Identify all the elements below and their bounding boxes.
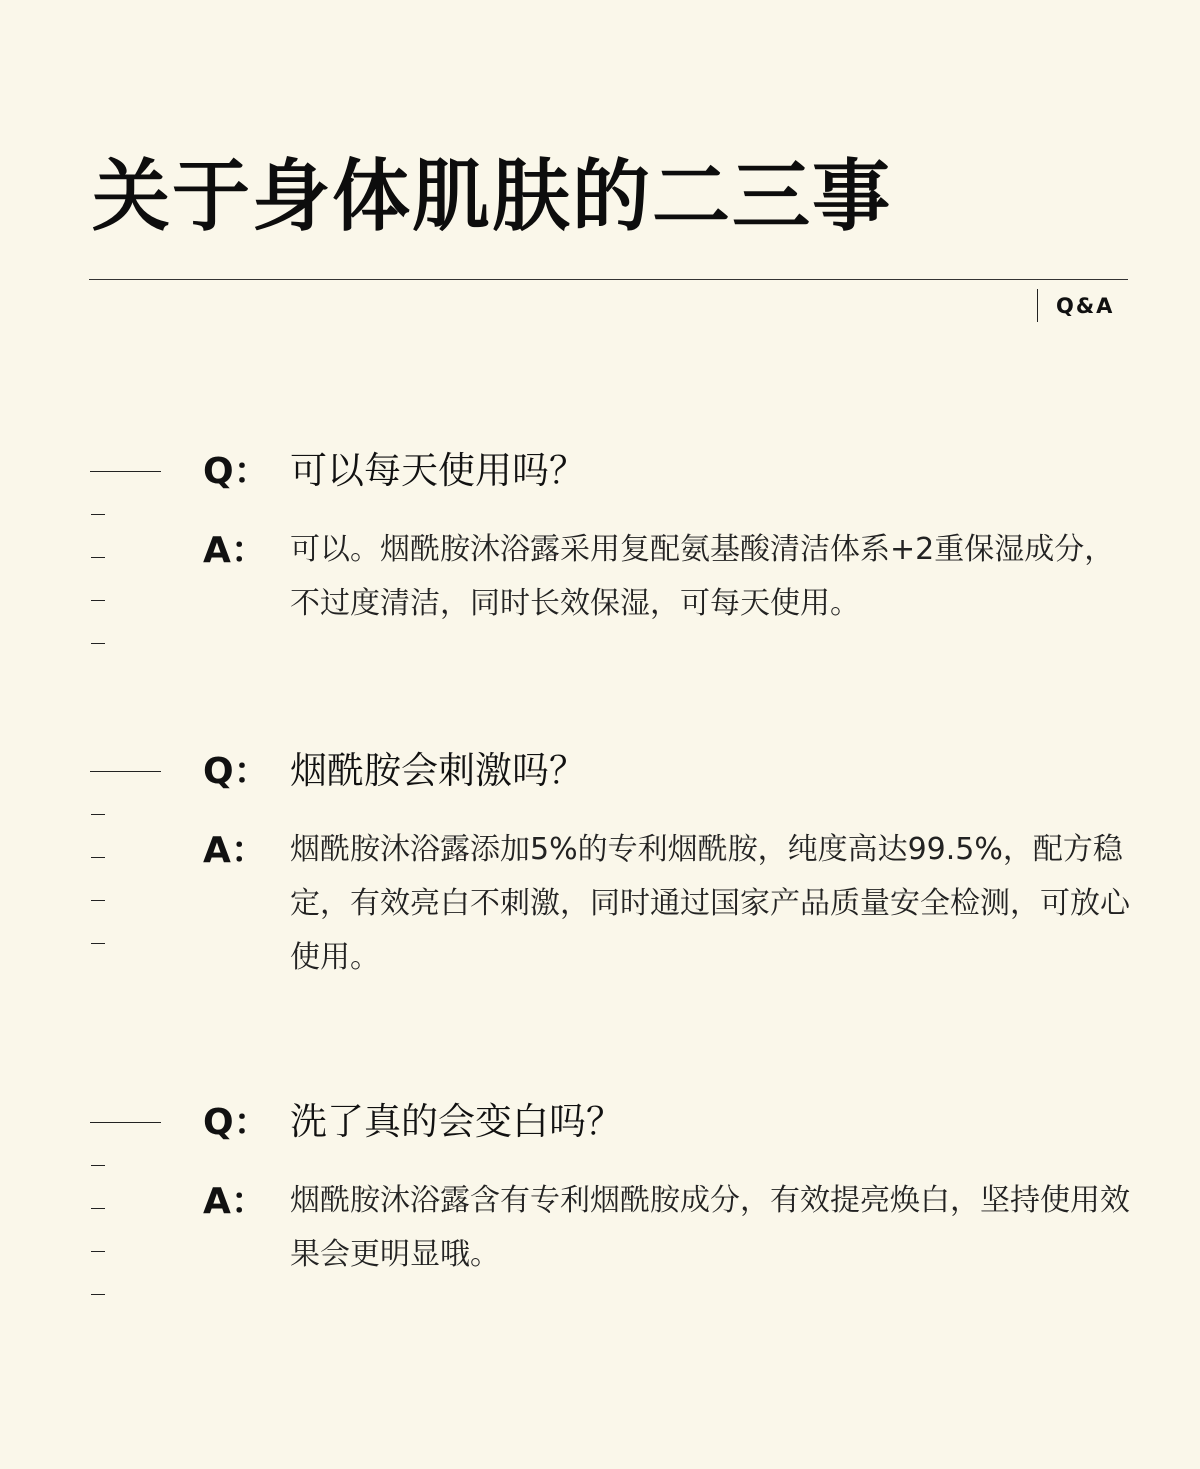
decorative-dash — [91, 814, 105, 815]
decorative-dash — [90, 471, 161, 472]
page-title: 关于身体肌肤的二三事 — [92, 152, 893, 242]
decorative-dash — [91, 600, 105, 601]
answer-text: 烟酰胺沐浴露含有专利烟酰胺成分，有效提亮焕白，坚持使用效果会更明显哦。 — [290, 1183, 1130, 1272]
decorative-dash — [91, 1165, 105, 1166]
question-text: 烟酰胺会刺激吗？ — [290, 749, 586, 792]
answer-text: 烟酰胺沐浴露添加5%的专利烟酰胺，纯度高达99.5%，配方稳定，有效亮白不刺激，同时通过国家产品质量安全检测，可放心使用。 — [290, 832, 1130, 975]
answer-text: 可以。烟酰胺沐浴露采用复配氨基酸清洁体系+2重保湿成分，不过度清洁，同时长效保湿，可每天使用。 — [290, 532, 1115, 621]
decorative-dash — [91, 900, 105, 901]
decorative-dash — [90, 771, 161, 772]
question-text: 洗了真的会变白吗？ — [290, 1100, 623, 1143]
question-marker: Q： — [203, 1102, 270, 1143]
decorative-dash — [91, 1208, 105, 1209]
qa-tag: Q&A — [1056, 294, 1115, 318]
decorative-dash — [91, 514, 105, 515]
decorative-dash — [91, 1251, 105, 1252]
tag-divider — [1037, 289, 1038, 322]
answer-marker: A： — [203, 1181, 267, 1222]
decorative-dash — [91, 1294, 105, 1295]
answer-marker: A： — [203, 830, 267, 871]
header-divider — [89, 279, 1128, 280]
answer-marker: A： — [203, 530, 267, 571]
decorative-dash — [91, 857, 105, 858]
decorative-dash — [91, 643, 105, 644]
decorative-dash — [90, 1122, 161, 1123]
question-marker: Q： — [203, 751, 270, 792]
decorative-dash — [91, 557, 105, 558]
question-text: 可以每天使用吗？ — [290, 449, 586, 492]
question-marker: Q： — [203, 451, 270, 492]
decorative-dash — [91, 943, 105, 944]
